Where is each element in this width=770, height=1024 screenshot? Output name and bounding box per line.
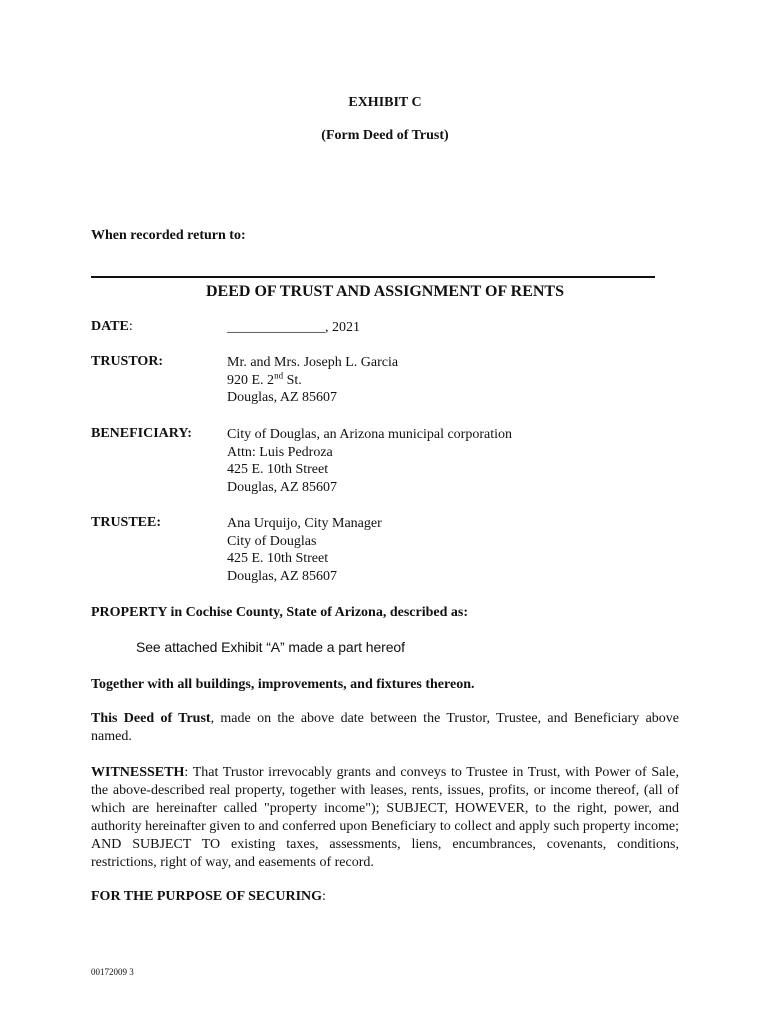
trustor-city: Douglas, AZ 85607 [227, 390, 338, 405]
together-clause: Together with all buildings, improvements, and fixtures thereon. [91, 677, 475, 692]
beneficiary-line: Attn: Luis Pedroza [227, 444, 333, 460]
trustee-line: City of Douglas [227, 533, 317, 549]
return-to-label: When recorded return to: [91, 228, 246, 243]
property-heading: PROPERTY in Cochise County, State of Arizona, described as: [91, 605, 468, 620]
signature-rule [91, 276, 655, 278]
trustor-block [227, 354, 398, 407]
trustor-label: TRUSTOR: [91, 354, 164, 369]
exhibit-subtitle: (Form Deed of Trust) [321, 128, 449, 143]
document-title: DEED OF TRUST AND ASSIGNMENT OF RENTS [205, 283, 564, 300]
document-id: 00172009 3 [91, 967, 134, 977]
beneficiary-line: Douglas, AZ 85607 [227, 479, 338, 495]
date-label: DATE: [91, 319, 133, 334]
exhibit-heading: EXHIBIT C [348, 95, 422, 110]
trustee-line: Douglas, AZ 85607 [227, 568, 338, 584]
trustor-street: 920 E. 2nd St. [227, 369, 302, 388]
trustee-line: 425 E. 10th Street [227, 551, 329, 566]
trustee-label: TRUSTEE: [91, 515, 162, 530]
exhibit-reference: See attached Exhibit “A” made a part hereof [136, 639, 405, 655]
trustee-line: Ana Urquijo, City Manager [227, 516, 382, 531]
this-deed-paragraph: This Deed of Trust, made on the above date between the Trustor, Trustee, and Beneficiary above named. [91, 711, 679, 744]
trustee-block [227, 515, 382, 585]
date-value: ______________, 2021 [227, 320, 360, 335]
beneficiary-line: City of Douglas, an Arizona municipal corporation [227, 427, 512, 442]
witnesseth-paragraph: WITNESSETH: That Trustor irrevocably grants and conveys to Trustee in Trust, with Power of Sale, the above-described real property, together with leases, rents, issues, profits, or income thereof, (all of which are hereinafter called "property income"); SUBJECT, HOWEVER, to the right, power, and authority hereinafter given to and conferred upon Beneficiary to collect and apply such property income; AND SUBJECT TO existing taxes, assessments, liens, encumbrances, covenants, conditions, restrictions, right of way, and easements of record. [91, 765, 679, 870]
beneficiary-label: BENEFICIARY: [91, 426, 192, 441]
trustor-name: Mr. and Mrs. Joseph L. Garcia [227, 355, 399, 370]
beneficiary-line: 425 E. 10th Street [227, 462, 329, 477]
purpose-heading: FOR THE PURPOSE OF SECURING: [91, 889, 326, 904]
beneficiary-block [227, 426, 512, 496]
